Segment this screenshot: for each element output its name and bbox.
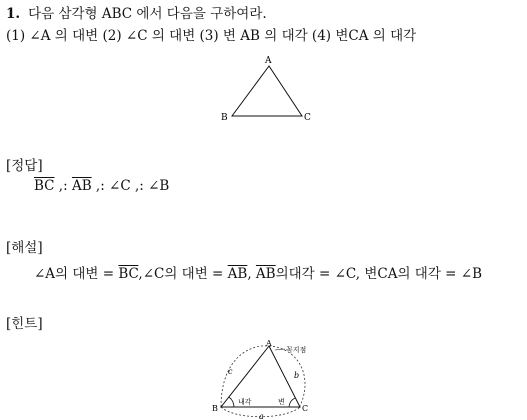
- answer-header: [정답]: [6, 158, 43, 174]
- hint-arc-b: [269, 346, 305, 406]
- triangle-figure: [215, 52, 325, 127]
- question-prompt: 다음 삼각형 ABC 에서 다음을 구하여라.: [28, 6, 267, 22]
- explanation-segment-bc: $\overline{BC}$: [118, 266, 139, 282]
- explanation-segment-ab-1: $\overline{AB}$: [227, 266, 248, 282]
- vertex-label-a: A: [265, 56, 272, 66]
- answer-separator-2: ,: ∠C ,: ∠B: [91, 178, 170, 194]
- hint-label-side: 변: [278, 398, 285, 406]
- hint-figure: [210, 338, 330, 420]
- vertex-label-c: C: [304, 113, 311, 123]
- hint-label-angle: 내각: [238, 398, 252, 406]
- hint-triangle: [221, 346, 300, 407]
- explanation-part-3: ,: [247, 266, 256, 282]
- hint-side-b: b: [294, 371, 300, 380]
- vertex-label-b: B: [221, 113, 228, 123]
- hint-vertex-c: C: [302, 404, 309, 413]
- question-title: [6, 2, 267, 22]
- hint-header: [힌트]: [6, 316, 43, 332]
- explanation-content: [34, 262, 482, 282]
- triangle-shape: [232, 66, 302, 116]
- question-items: (1) ∠A 의 대변 (2) ∠C 의 대변 (3) 변 AB 의 대각 (4) 변CA 의 대각: [6, 28, 417, 44]
- hint-vertex-pointer: [275, 349, 285, 350]
- explanation-part-4: 의대각 = ∠C, 변CA의 대각 = ∠B: [275, 266, 483, 282]
- answer-segment-bc: $\overline{BC}$: [34, 178, 55, 194]
- hint-vertex-a: A: [266, 339, 272, 348]
- explanation-part-2: ,∠C의 대변 =: [138, 266, 228, 282]
- explanation-header: [해설]: [6, 240, 43, 256]
- hint-label-vertex: 꼭지점: [286, 346, 307, 354]
- hint-side-c: c: [228, 367, 233, 376]
- hint-angle-b: [229, 397, 234, 407]
- explanation-part-1: ∠A의 대변 =: [34, 266, 119, 282]
- question-number: 1.: [6, 6, 21, 22]
- answer-content: [34, 178, 169, 194]
- explanation-segment-ab-2: $\overline{AB}$: [255, 266, 276, 282]
- answer-separator-1: ,:: [54, 178, 72, 194]
- answer-segment-ab: $\overline{AB}$: [71, 178, 92, 194]
- hint-angle-c: [289, 398, 295, 407]
- hint-vertex-b: B: [212, 404, 218, 413]
- hint-side-a: a: [259, 412, 264, 420]
